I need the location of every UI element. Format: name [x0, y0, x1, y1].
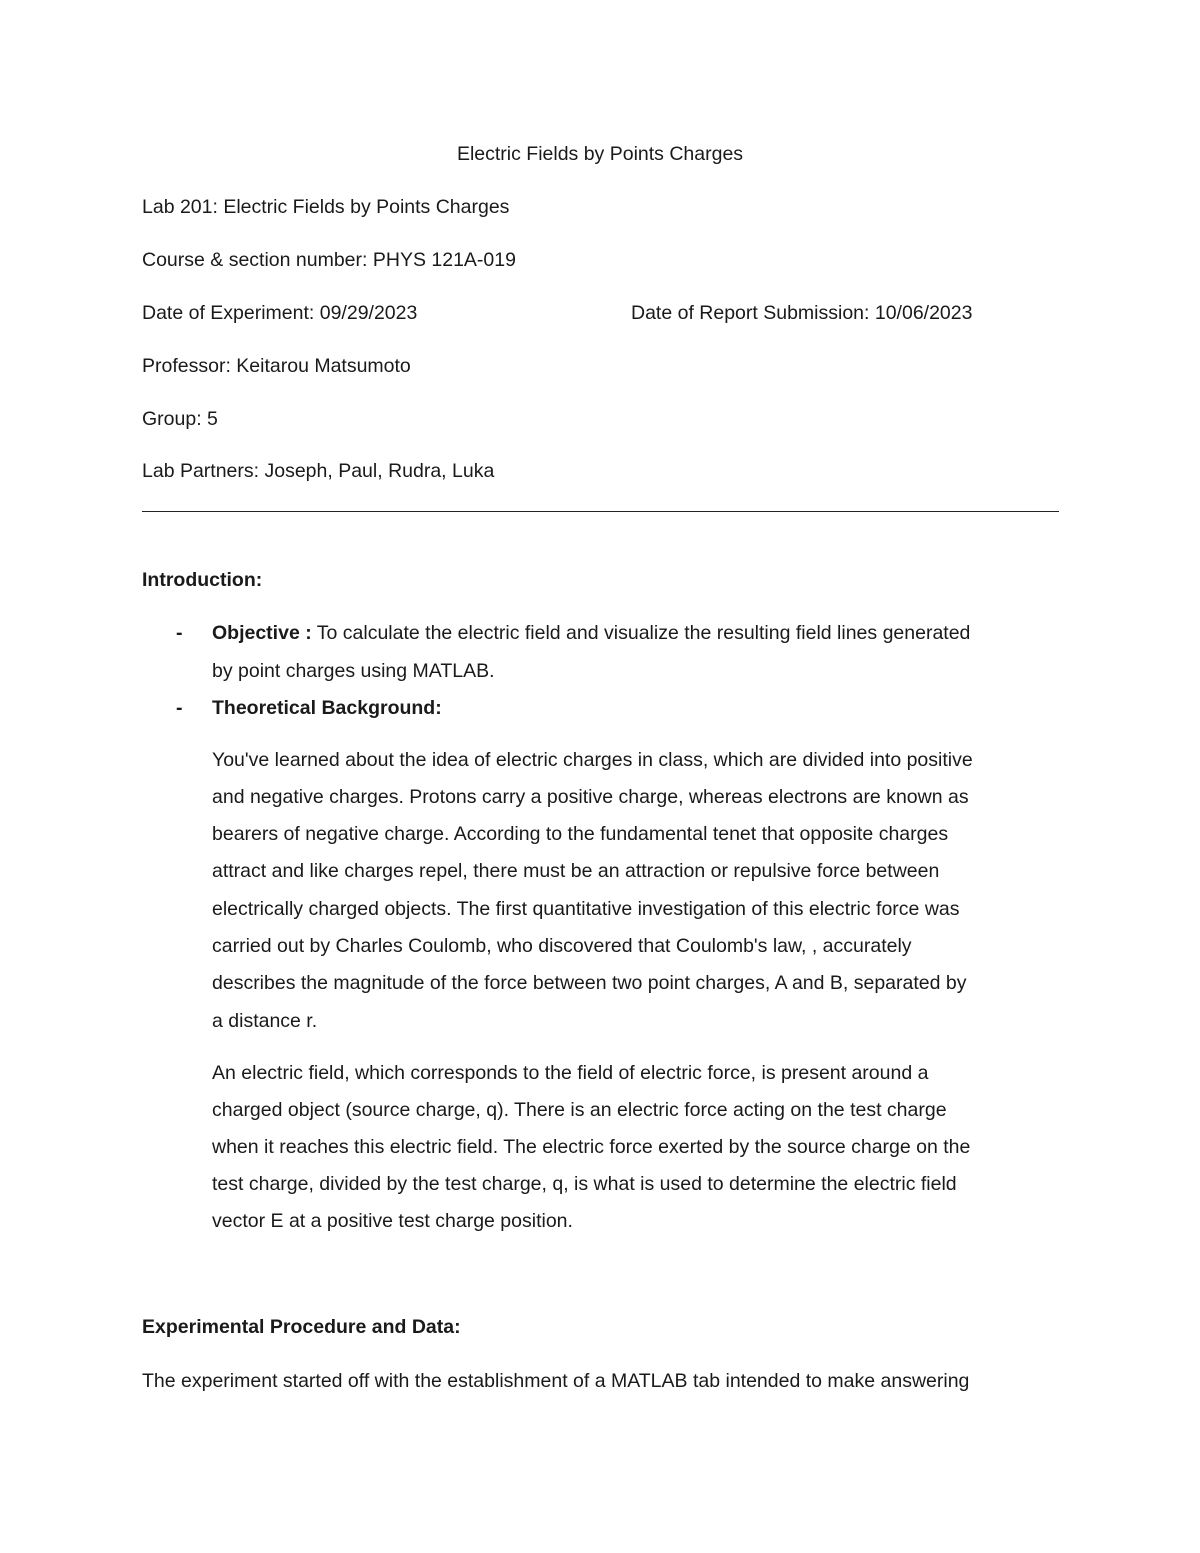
lab-partners: Lab Partners: Joseph, Paul, Rudra, Luka — [142, 460, 495, 482]
course-section: Course & section number: PHYS 121A-019 — [142, 249, 516, 271]
professor: Professor: Keitarou Matsumoto — [142, 355, 411, 377]
paragraph-line: test charge, divided by the test charge, q, is what is used to determine the electric field — [212, 1173, 957, 1195]
lab-number: Lab 201: Electric Fields by Points Charges — [142, 196, 510, 218]
paragraph-line: electrically charged objects. The first quantitative investigation of this electric force was — [212, 898, 960, 920]
objective-item — [212, 624, 970, 644]
introduction-heading: Introduction: — [142, 569, 263, 591]
document-title: Electric Fields by Points Charges — [456, 143, 744, 165]
paragraph-line: charged object (source charge, q). There is an electric force acting on the test charge — [212, 1099, 947, 1121]
bullet-dash: - — [176, 697, 183, 719]
group: Group: 5 — [142, 408, 218, 430]
paragraph-line: when it reaches this electric field. The electric force exerted by the source charge on the — [212, 1136, 971, 1158]
theoretical-background-label: Theoretical Background: — [212, 697, 442, 719]
objective-label: Objective : — [212, 622, 312, 644]
objective-text: To calculate the electric field and visualize the resulting field lines generated — [311, 622, 971, 644]
paragraph-line: attract and like charges repel, there must be an attraction or repulsive force between — [212, 860, 940, 882]
procedure-text: The experiment started off with the establishment of a MATLAB tab intended to make answering — [142, 1370, 970, 1392]
procedure-heading: Experimental Procedure and Data: — [142, 1316, 461, 1338]
horizontal-rule — [142, 511, 1059, 512]
paragraph-line: and negative charges. Protons carry a positive charge, whereas electrons are known as — [212, 786, 969, 808]
objective-text-continued: by point charges using MATLAB. — [212, 660, 495, 682]
paragraph-line: You've learned about the idea of electric charges in class, which are divided into positive — [212, 749, 973, 771]
paragraph-line: a distance r. — [212, 1010, 318, 1032]
paragraph-line: bearers of negative charge. According to the fundamental tenet that opposite charges — [212, 823, 949, 845]
paragraph-line: describes the magnitude of the force between two point charges, A and B, separated by — [212, 972, 967, 994]
date-of-submission: Date of Report Submission: 10/06/2023 — [631, 302, 973, 324]
bullet-dash: - — [176, 622, 183, 644]
paragraph-line: carried out by Charles Coulomb, who discovered that Coulomb's law, , accurately — [212, 935, 912, 957]
date-of-experiment: Date of Experiment: 09/29/2023 — [142, 302, 418, 324]
paragraph-line: vector E at a positive test charge position. — [212, 1210, 573, 1232]
paragraph-line: An electric field, which corresponds to the field of electric force, is present around a — [212, 1062, 929, 1084]
